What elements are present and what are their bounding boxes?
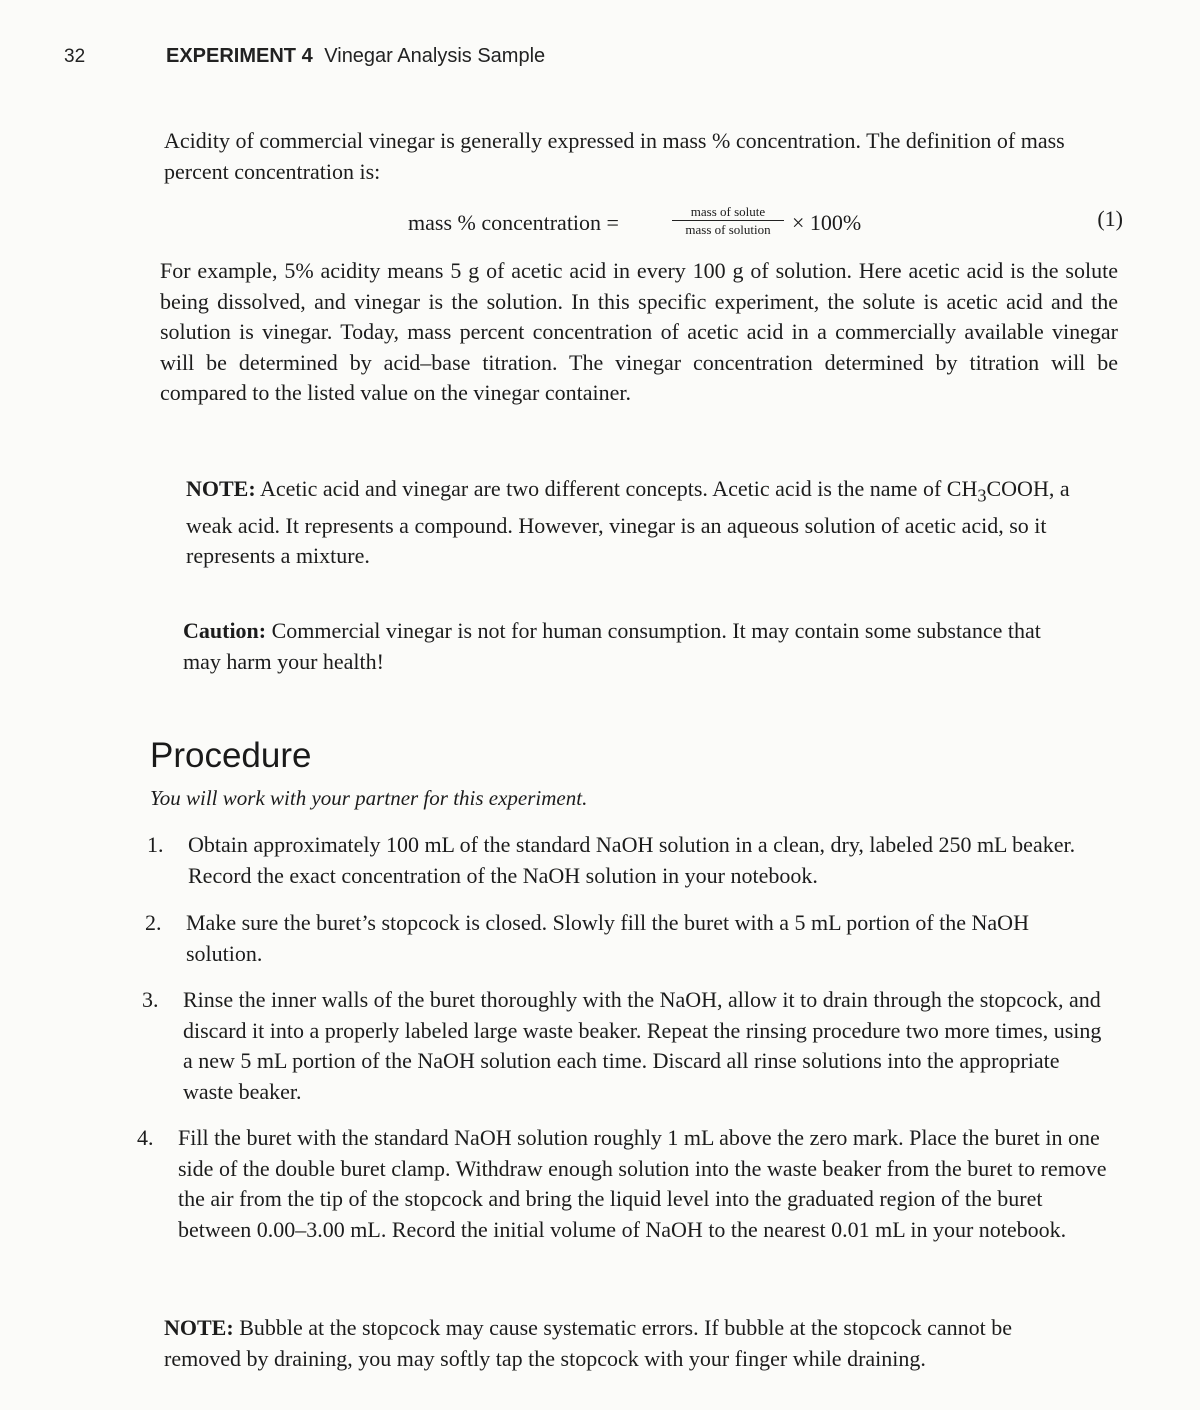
equation-number: (1) xyxy=(1097,206,1123,231)
note-subscript: 3 xyxy=(977,485,987,506)
procedure-step xyxy=(147,830,1112,891)
note-text: Bubble at the stopcock may cause systematic errors. If bubble at the stopcock cannot be removed by draining, you may softly tap the stopcock with your finger while draining. xyxy=(164,1315,1012,1371)
example-paragraph: For example, 5% acidity means 5 g of acetic acid in every 100 g of solution. Here acetic acid is the solute being dissolved, and vinegar is the solution. In this specific experiment, the solute is acetic acid and the solution is vinegar. Today, mass percent concentration of acetic acid in a commercially available vinegar will be determined by acid–base titration. The vinegar concentration determined by titration will be compared to the listed value on the vinegar container. xyxy=(160,258,1118,405)
note-text-before: Acetic acid and vinegar are two different concepts. Acetic acid is the name of CH xyxy=(255,476,978,501)
note-label: NOTE: xyxy=(164,1315,234,1340)
running-head xyxy=(166,45,545,68)
note-text-after: COOH, a weak acid. It represents a compound. However, vinegar is an aqueous solution of acetic acid, so it represents a mixture. xyxy=(186,476,1070,569)
caution-box xyxy=(183,616,1083,677)
procedure-heading: Procedure xyxy=(150,736,312,775)
equation-rhs: × 100% xyxy=(792,210,862,235)
equation-lhs: mass % concentration = xyxy=(408,210,619,235)
procedure-step xyxy=(145,908,1110,969)
procedure-step xyxy=(142,985,1109,1107)
caution-text: Commercial vinegar is not for human consumption. It may contain some substance that may harm your health! xyxy=(183,618,1041,674)
note-label: NOTE: xyxy=(186,476,256,501)
step-text: Rinse the inner walls of the buret thoroughly with the NaOH, allow it to drain through the stopcock, and discard it into a properly labeled large waste beaker. Repeat the rinsing procedure two more times, using a new 5 mL portion of the NaOH solution each time. Discard all rinse solutions into the appropriate waste beaker. xyxy=(183,987,1102,1104)
experiment-title: Vinegar Analysis Sample xyxy=(324,45,546,67)
procedure-subheading: You will work with your partner for this experiment. xyxy=(150,786,588,810)
page-number: 32 xyxy=(64,46,86,67)
step-number: 4. xyxy=(137,1125,154,1150)
step-text: Obtain approximately 100 mL of the standard NaOH solution in a clean, dry, labeled 250 mL beaker. Record the exact concentration of the NaOH solution in your notebook. xyxy=(188,832,1076,888)
step-number: 1. xyxy=(147,832,164,857)
caution-label: Caution: xyxy=(183,618,267,643)
step-number: 2. xyxy=(145,910,162,935)
intro-paragraph: Acidity of commercial vinegar is generally expressed in mass % concentration. The definition of mass percent concentration is: xyxy=(164,128,1065,184)
equation-fraction xyxy=(672,204,784,237)
note-acetic-acid xyxy=(186,474,1086,572)
fraction-numerator: mass of solute xyxy=(672,204,784,221)
step-text: Make sure the buret’s stopcock is closed. Slowly fill the buret with a 5 mL portion of the NaOH solution. xyxy=(186,910,1029,966)
step-text: Fill the buret with the standard NaOH solution roughly 1 mL above the zero mark. Place the buret in one side of the double buret clamp. Withdraw enough solution into the waste beaker from the buret to remove the air from the tip of the stopcock and bring the liquid level into the graduated region of the buret between 0.00–3.00 mL. Record the initial volume of NaOH to the nearest 0.01 mL in your notebook. xyxy=(178,1125,1107,1242)
fraction-denominator: mass of solution xyxy=(685,222,771,237)
note-bubble xyxy=(164,1313,1074,1374)
equation xyxy=(408,204,1123,240)
procedure-step xyxy=(137,1123,1108,1245)
experiment-label: EXPERIMENT 4 xyxy=(166,45,313,67)
step-number: 3. xyxy=(142,987,159,1012)
